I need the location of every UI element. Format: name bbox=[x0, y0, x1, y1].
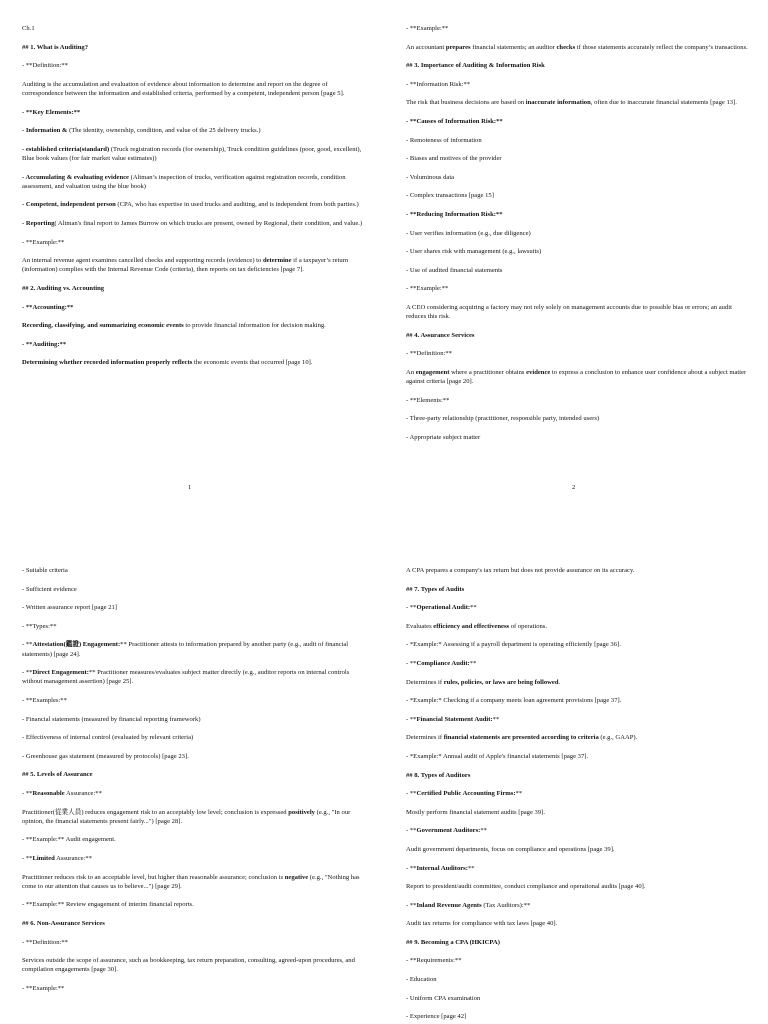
text-run: Mostly perform financial statement audits [page 39]. bbox=[406, 808, 545, 816]
bold-run: - Reporting bbox=[22, 219, 55, 227]
text-run: (e.g., "Nothing has come to our attention that causes us to believe...") [page 29]. bbox=[22, 873, 360, 890]
text-line bbox=[406, 43, 750, 52]
text-run: - **Types:** bbox=[22, 622, 57, 630]
text-line bbox=[406, 80, 750, 89]
text-run: - **Example:** bbox=[22, 984, 65, 992]
text-line bbox=[406, 845, 750, 854]
text-run: - **Examples:** bbox=[22, 696, 67, 704]
text-run: - **Definition:** bbox=[406, 350, 452, 358]
text-run: . bbox=[558, 678, 561, 686]
text-run: - Biases and motives of the provider bbox=[406, 155, 502, 163]
text-run: ** bbox=[467, 864, 475, 872]
text-line bbox=[406, 61, 750, 70]
text-line bbox=[22, 622, 366, 631]
text-line bbox=[406, 659, 750, 668]
bold-run: positively bbox=[288, 808, 315, 816]
text-run: Determines if bbox=[406, 734, 444, 742]
text-line bbox=[22, 752, 366, 761]
text-line bbox=[406, 603, 750, 612]
bold-run: prepares bbox=[445, 43, 471, 51]
bold-run: negative bbox=[284, 873, 309, 881]
text-run: - Suitable criteria bbox=[22, 567, 68, 574]
text-line bbox=[22, 835, 366, 844]
text-line bbox=[406, 433, 750, 442]
text-line bbox=[406, 136, 750, 145]
text-run: - **Requirements:** bbox=[406, 957, 462, 965]
text-run: Report to president/audit committee, conduct compliance and operational audits [page 40]. bbox=[406, 883, 646, 891]
text-line bbox=[406, 566, 750, 575]
text-line bbox=[406, 1012, 750, 1021]
text-line bbox=[406, 622, 750, 631]
text-run: where a practitioner obtains bbox=[449, 368, 527, 376]
text-run: - **Example:** bbox=[22, 238, 65, 246]
text-line bbox=[22, 566, 366, 575]
text-run: An bbox=[406, 368, 416, 376]
text-line bbox=[406, 266, 750, 275]
text-run: - **Example:** bbox=[406, 285, 449, 293]
text-line bbox=[22, 256, 366, 274]
bold-run: ## 7. Types of Audits bbox=[406, 585, 465, 593]
text-run: to express a conclusion to enhance user confidence about a subject matter against criteria [page 20]. bbox=[406, 368, 747, 386]
text-run: - **Information Risk:** bbox=[406, 80, 471, 88]
text-line bbox=[22, 770, 366, 779]
bold-run: ## 3. Importance of Auditing & Information Risk bbox=[406, 62, 545, 70]
text-line bbox=[406, 826, 750, 835]
bold-run: Inland Revenue Agents bbox=[416, 901, 482, 909]
text-line bbox=[406, 994, 750, 1003]
text-line bbox=[406, 678, 750, 687]
text-run: - Greenhouse gas statement (measured by protocols) [page 23]. bbox=[22, 752, 189, 760]
text-run: - Appropriate subject matter bbox=[406, 433, 481, 441]
text-run: (Altman’s inspection of trucks, verification against registration records, condition assessment, and valuation using the blue book) bbox=[22, 173, 346, 190]
bold-run: - **Causes of Information Risk:** bbox=[406, 117, 503, 125]
text-run: - **Definition:** bbox=[22, 938, 68, 946]
text-line bbox=[22, 24, 366, 33]
bold-run: evidence bbox=[526, 368, 551, 376]
notes-page-2 bbox=[406, 24, 750, 506]
text-line bbox=[406, 733, 750, 742]
bold-run: - **Reducing Information Risk:** bbox=[406, 210, 503, 218]
text-line bbox=[406, 938, 750, 947]
text-line bbox=[22, 938, 366, 947]
text-line bbox=[22, 303, 366, 312]
text-run: - **Example:** Review engagement of interim financial reports. bbox=[22, 901, 194, 909]
text-line bbox=[406, 24, 750, 33]
text-line bbox=[406, 303, 750, 321]
text-line bbox=[22, 145, 366, 163]
text-run: Audit tax returns for compliance with tax laws [page 40]. bbox=[406, 920, 558, 928]
text-line bbox=[22, 696, 366, 705]
bold-run: financial statements are presented according to criteria bbox=[443, 734, 599, 742]
text-run: ** Practitioner measures/evaluates subject matter directly (e.g., auditor reports on internal controls without management assertion) [page 25]. bbox=[22, 669, 350, 686]
text-line bbox=[406, 247, 750, 256]
bold-run: - Information & bbox=[22, 127, 68, 135]
text-run: - Use of audited financial statements bbox=[406, 266, 503, 274]
text-run: ** Practitioner attests to information prepared by another party (e.g., audit of financial statements) [page 24]. bbox=[22, 641, 349, 658]
bold-run: determine bbox=[262, 257, 292, 265]
text-run: - ** bbox=[406, 827, 417, 835]
bold-run: engagement bbox=[415, 368, 450, 376]
text-line bbox=[406, 191, 750, 200]
text-run: Services outside the scope of assurance, such as bookkeeping, tax return preparation, consulting, agreed-upon procedures, and compilation engagements [page 30]. bbox=[22, 957, 355, 974]
text-line bbox=[22, 956, 366, 974]
text-run: - Remoteness of information bbox=[406, 136, 482, 144]
text-line bbox=[22, 808, 366, 826]
text-run: Evaluates bbox=[406, 622, 434, 630]
text-line bbox=[406, 715, 750, 724]
notes-page-1 bbox=[22, 24, 366, 506]
bold-run: ## 6. Non-Assurance Services bbox=[22, 919, 105, 927]
text-run: - Sufficient evidence bbox=[22, 585, 77, 593]
text-run: - User verifies information (e.g., due diligence) bbox=[406, 229, 531, 237]
text-run: (Tax Auditors):** bbox=[481, 901, 531, 909]
text-run: (e.g., "In our opinion, the financial statements present fairly...") [page 28]. bbox=[22, 808, 351, 825]
text-line bbox=[22, 585, 366, 594]
text-run: of operations. bbox=[509, 622, 547, 630]
text-line bbox=[406, 396, 750, 405]
text-run: - Written assurance report [page 21] bbox=[22, 604, 117, 612]
text-run: - ** bbox=[406, 604, 417, 612]
bold-run: Internal Auditors: bbox=[416, 864, 468, 872]
text-line bbox=[406, 154, 750, 163]
text-line bbox=[406, 229, 750, 238]
text-line bbox=[406, 210, 750, 219]
text-run: - ** bbox=[22, 641, 33, 649]
bold-run: Limited bbox=[32, 854, 55, 862]
text-run: - ** bbox=[406, 901, 417, 909]
text-line bbox=[22, 173, 366, 191]
text-run: - ** bbox=[22, 669, 33, 677]
text-run: - *Example:* Checking if a company meets loan agreement provisions [page 37]. bbox=[406, 697, 622, 705]
text-run: - ** bbox=[406, 659, 417, 667]
text-line bbox=[406, 771, 750, 780]
text-run: Audit government departments, focus on compliance and operations [page 39]. bbox=[406, 845, 615, 853]
text-line bbox=[22, 668, 366, 686]
bold-run: Recording, classifying, and summarizing economic events bbox=[22, 322, 184, 330]
bold-run: Direct Engagement: bbox=[32, 669, 89, 677]
text-run: - Financial statements (measured by financial reporting framework) bbox=[22, 715, 201, 723]
text-line bbox=[406, 901, 750, 910]
text-run: - Three-party relationship (practitioner, responsible party, intended users) bbox=[406, 415, 600, 423]
text-line bbox=[22, 640, 366, 658]
text-run: - **Elements:** bbox=[406, 396, 450, 404]
text-line bbox=[22, 200, 366, 209]
text-run: - ** bbox=[22, 789, 33, 797]
text-line bbox=[22, 984, 366, 993]
bold-run: ## 9. Becoming a CPA (HKICPA) bbox=[406, 938, 500, 946]
text-run: - Complex transactions [page 15] bbox=[406, 192, 494, 200]
text-run: ( Altman's final report to James Burrow on which trucks are present, owned by Regional, their condition, and value.) bbox=[54, 219, 363, 227]
text-line bbox=[406, 414, 750, 423]
text-run: (The identity, ownership, condition, and value of the 25 delivery trucks.) bbox=[67, 127, 261, 135]
bold-run: - **Auditing:** bbox=[22, 340, 67, 348]
bold-run: Certified Public Accounting Firms: bbox=[416, 790, 516, 798]
text-line bbox=[22, 340, 366, 349]
text-line bbox=[22, 321, 366, 330]
text-line bbox=[22, 854, 366, 863]
text-line bbox=[406, 117, 750, 126]
text-run: Practitioner(從業人員) reduces engagement risk to an acceptably low level; conclusion is expressed bbox=[22, 808, 289, 816]
text-run: ** bbox=[469, 659, 477, 667]
text-run: ** bbox=[480, 827, 487, 835]
text-line bbox=[406, 284, 750, 293]
text-line bbox=[22, 603, 366, 612]
text-run: (Truck registration records (for ownership), Truck condition guidelines (poor, good, excellent), Blue book values (for fair market value estimates)) bbox=[22, 145, 362, 162]
text-run: Determines if bbox=[406, 678, 444, 686]
bold-run: checks bbox=[556, 43, 576, 51]
text-run: - ** bbox=[406, 790, 417, 798]
text-line bbox=[22, 219, 366, 228]
text-run: - **Example:** bbox=[406, 25, 449, 32]
text-line bbox=[406, 173, 750, 182]
text-run: Auditing is the accumulation and evaluation of evidence about information to determine and report on the degree of correspondence between the information and established criteria, performed by a competent, independent person [page 5]. bbox=[22, 80, 345, 97]
bold-run: rules, policies, or laws are being followed bbox=[443, 678, 559, 686]
bold-run: - **Accounting:** bbox=[22, 303, 74, 311]
text-line bbox=[406, 696, 750, 705]
text-run: An internal revenue agent examines cancelled checks and supporting records (evidence) to bbox=[22, 257, 263, 265]
text-run: Assurance:** bbox=[54, 854, 92, 862]
bold-run: Reasonable bbox=[32, 789, 65, 797]
text-run: - Effectiveness of internal control (evaluated by relevant criteria) bbox=[22, 734, 194, 742]
text-run: if those statements accurately reflect the company’s transactions. bbox=[575, 43, 748, 51]
text-line bbox=[406, 919, 750, 928]
text-run: Ch.1 bbox=[22, 25, 35, 32]
text-run: - ** bbox=[406, 715, 417, 723]
text-run: - Voluminous data bbox=[406, 173, 455, 181]
notes-page-3 bbox=[22, 566, 366, 1022]
bold-run: - established criteria(standard) bbox=[22, 145, 110, 153]
text-run: - *Example:* Assessing if a payroll department is operating efficiently [page 36]. bbox=[406, 641, 621, 649]
text-line bbox=[22, 358, 366, 367]
text-line bbox=[22, 733, 366, 742]
text-line bbox=[406, 331, 750, 340]
bold-run: - **Key Elements:** bbox=[22, 108, 81, 116]
text-run: ** bbox=[470, 604, 477, 612]
bold-run: - Accumulating & evaluating evidence bbox=[22, 173, 129, 181]
bold-run: - Competent, independent person bbox=[22, 201, 116, 209]
bold-run: ## 5. Levels of Assurance bbox=[22, 771, 93, 779]
text-line bbox=[406, 368, 750, 386]
text-run: (CPA, who has expertise in used trucks and auditing, and is independent from both parties.) bbox=[115, 201, 359, 209]
text-run: The risk that business decisions are based on bbox=[406, 99, 526, 107]
bold-run: Financial Statement Audit: bbox=[416, 715, 493, 723]
text-run: Practitioner reduces risk to an acceptable level, but higher than reasonable assurance; conclusion is bbox=[22, 873, 285, 881]
text-line bbox=[406, 808, 750, 817]
text-line bbox=[22, 238, 366, 247]
text-run: financial statements; an auditor bbox=[470, 43, 557, 51]
text-line bbox=[22, 284, 366, 293]
text-line bbox=[406, 585, 750, 594]
text-run: - **Definition:** bbox=[22, 62, 68, 70]
bold-run: efficiency and effectiveness bbox=[433, 622, 510, 630]
text-run: A CPA prepares a company's tax return but does not provide assurance on its accuracy. bbox=[406, 567, 635, 574]
text-run: - Education bbox=[406, 976, 437, 984]
text-line bbox=[406, 640, 750, 649]
bold-run: ## 4. Assurance Services bbox=[406, 331, 475, 339]
text-line bbox=[406, 349, 750, 358]
text-run: Assurance:** bbox=[64, 789, 102, 797]
bold-run: ## 8. Types of Auditors bbox=[406, 771, 471, 779]
bold-run: Compliance Audit: bbox=[416, 659, 470, 667]
text-line bbox=[22, 61, 366, 70]
text-line bbox=[22, 715, 366, 724]
bold-run: Government Auditors: bbox=[416, 827, 481, 835]
text-line bbox=[406, 98, 750, 107]
bold-run: Operational Audit: bbox=[416, 604, 471, 612]
text-line bbox=[22, 43, 366, 52]
text-line bbox=[22, 126, 366, 135]
text-line bbox=[22, 789, 366, 798]
text-run: - Experience [page 42] bbox=[406, 1013, 467, 1021]
notes-page-4 bbox=[406, 566, 750, 1022]
text-run: (e.g., GAAP). bbox=[598, 734, 638, 742]
text-run: the economic events that occurred [page 10]. bbox=[192, 359, 313, 367]
text-run: A CEO considering acquiring a factory may not rely solely on management accounts due to possible bias or errors; an audit reduces this risk. bbox=[406, 303, 732, 321]
text-run: - ** bbox=[22, 854, 33, 862]
text-run: if a taxpayer’s return (information) complies with the Internal Revenue Code (criteria), then reports on tax deficiencies [page 7]. bbox=[22, 257, 349, 274]
text-run: ** bbox=[515, 790, 523, 798]
text-line bbox=[406, 956, 750, 965]
text-run: - ** bbox=[406, 864, 417, 872]
text-line bbox=[406, 752, 750, 761]
text-run: - *Example:* Annual audit of Apple's financial statements [page 37]. bbox=[406, 752, 589, 760]
bold-run: Determining whether recorded information properly reflects bbox=[22, 359, 193, 367]
bold-run: ## 2. Auditing vs. Accounting bbox=[22, 284, 105, 292]
text-run: - **Example:** Audit engagement. bbox=[22, 836, 116, 844]
text-line bbox=[22, 919, 366, 928]
text-run: - User shares risk with management (e.g., lawsuits) bbox=[406, 248, 542, 256]
text-line bbox=[22, 80, 366, 98]
text-run: - Uniform CPA examination bbox=[406, 994, 481, 1002]
text-line bbox=[22, 900, 366, 909]
page-number-1: 1 bbox=[188, 484, 192, 491]
text-run: An accountant bbox=[406, 43, 446, 51]
text-run: to provide financial information for decision making. bbox=[183, 322, 326, 330]
bold-run: inaccurate information bbox=[525, 99, 591, 107]
text-run: , often due to inaccurate financial statements [page 13]. bbox=[590, 99, 737, 107]
text-line bbox=[406, 864, 750, 873]
text-line bbox=[406, 789, 750, 798]
text-run: ** bbox=[492, 715, 500, 723]
bold-run: ## 1. What is Auditing? bbox=[22, 43, 89, 51]
bold-run: Attestation(鑑證) Engagement: bbox=[32, 641, 121, 649]
text-line bbox=[22, 108, 366, 117]
text-line bbox=[406, 882, 750, 891]
text-line bbox=[22, 873, 366, 891]
text-line bbox=[406, 975, 750, 984]
page-number-2: 2 bbox=[572, 484, 576, 491]
